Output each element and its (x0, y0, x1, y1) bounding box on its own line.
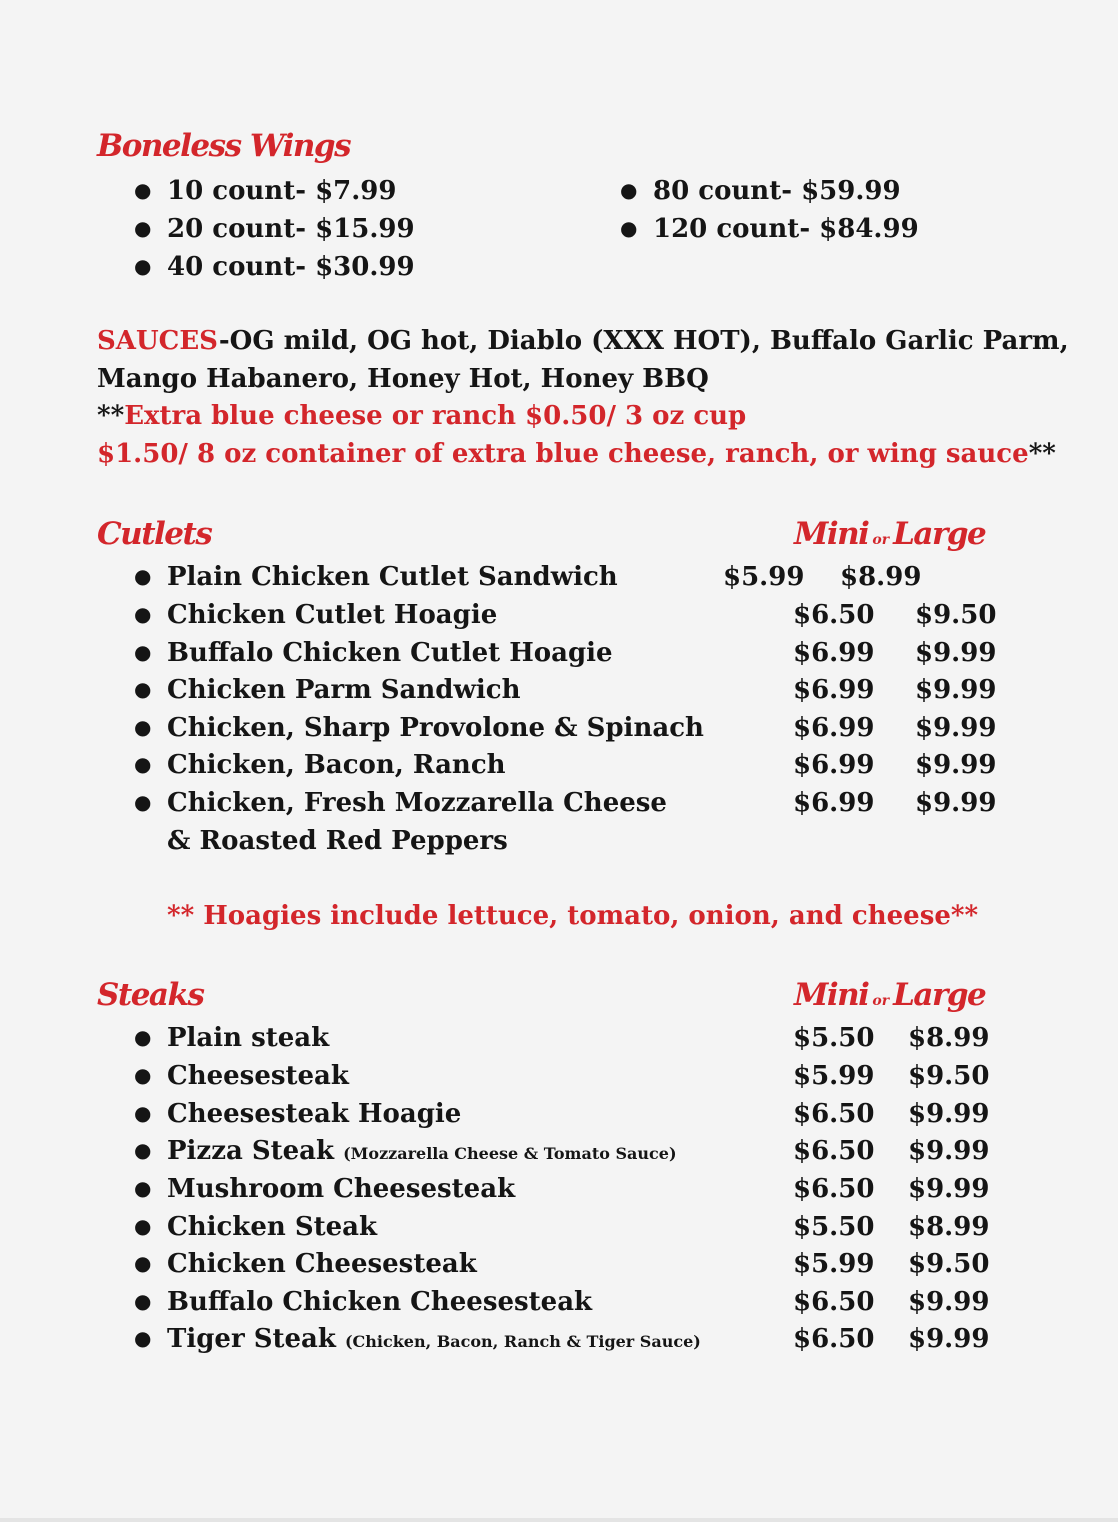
steaks-size-header (794, 977, 985, 1013)
sauces-line-2: Mango Habanero, Honey Hot, Honey BBQ (97, 364, 709, 394)
mini-label: Mini (794, 977, 869, 1013)
steak-name: Chicken Cheesesteak (167, 1249, 477, 1279)
cutlet-name: Chicken, Bacon, Ranch (167, 750, 506, 780)
steak-item (134, 1136, 677, 1174)
cutlet-item (134, 562, 618, 600)
steak-price-large: $8.99 (908, 1023, 990, 1053)
cutlet-price-large: $9.99 (915, 750, 997, 780)
steak-name: Buffalo Chicken Cheesesteak (167, 1287, 593, 1317)
boneless-item (620, 214, 919, 252)
bullet-icon: ● (134, 715, 152, 739)
container-text: $1.50/ 8 oz container of extra blue cheese, ranch, or wing sauce (97, 439, 1029, 469)
boneless-item-label: 10 count- $7.99 (167, 176, 397, 206)
cutlet-item (134, 675, 520, 713)
cutlets-heading: Cutlets (97, 516, 212, 552)
or-label: or (872, 532, 890, 548)
steak-item (134, 1061, 349, 1099)
hoagie-note: ** Hoagies include lettuce, tomato, onion, and cheese** (167, 901, 979, 931)
steak-price-mini: $5.99 (793, 1249, 875, 1279)
steak-price-large: $9.50 (908, 1249, 990, 1279)
bullet-icon: ● (134, 677, 152, 701)
bullet-icon: ● (134, 1251, 152, 1275)
bullet-icon: ● (134, 178, 152, 202)
mini-label: Mini (794, 516, 869, 552)
boneless-wings-heading: Boneless Wings (97, 128, 351, 164)
steak-price-mini: $5.99 (793, 1061, 875, 1091)
container-line (97, 439, 1056, 469)
cutlet-price-mini: $6.99 (793, 638, 875, 668)
sauces-line-1 (97, 326, 1069, 356)
steak-item (134, 1174, 515, 1212)
steak-price-large: $9.99 (908, 1324, 990, 1354)
boneless-item (134, 214, 415, 252)
steak-price-large: $9.99 (908, 1287, 990, 1317)
cutlet-name: Chicken, Fresh Mozzarella Cheese (167, 788, 667, 818)
cutlet-price-large: $9.99 (915, 638, 997, 668)
large-label: Large (893, 977, 986, 1013)
cutlet-price-mini: $6.99 (793, 713, 875, 743)
bullet-icon: ● (134, 254, 152, 278)
cutlet-name: Plain Chicken Cutlet Sandwich (167, 562, 618, 592)
container-suffix: ** (1028, 439, 1056, 469)
bullet-icon: ● (134, 1214, 152, 1238)
cutlet-price-large: $9.99 (915, 713, 997, 743)
boneless-item (134, 252, 415, 290)
boneless-item-label: 40 count- $30.99 (167, 252, 415, 282)
bullet-icon: ● (134, 640, 152, 664)
bullet-icon: ● (134, 1063, 152, 1087)
bottom-edge-divider (0, 1518, 1118, 1522)
extra-sauce-text: Extra blue cheese or ranch $0.50/ 3 oz cup (124, 401, 747, 431)
cutlet-price-mini: $5.99 (723, 562, 805, 592)
cutlets-size-header (794, 516, 985, 552)
cutlet-price-large: $8.99 (840, 562, 922, 592)
bullet-icon: ● (134, 790, 152, 814)
bullet-icon: ● (134, 1326, 152, 1350)
boneless-item (620, 176, 901, 214)
bullet-icon: ● (134, 1289, 152, 1313)
steak-name: Tiger Steak (167, 1324, 336, 1354)
cutlet-name: Chicken Parm Sandwich (167, 675, 521, 705)
cutlet-item (134, 713, 704, 751)
cutlet-name-continued: & Roasted Red Peppers (167, 826, 508, 856)
boneless-item (134, 176, 396, 214)
steak-price-large: $9.99 (908, 1174, 990, 1204)
bullet-icon: ● (134, 1025, 152, 1049)
cutlet-name: Chicken Cutlet Hoagie (167, 600, 498, 630)
steak-price-large: $9.99 (908, 1136, 990, 1166)
steak-name: Mushroom Cheesesteak (167, 1174, 516, 1204)
boneless-item-label: 80 count- $59.99 (653, 176, 901, 206)
sauces-list-1: -OG mild, OG hot, Diablo (XXX HOT), Buffalo Garlic Parm, (218, 326, 1069, 356)
large-label: Large (893, 516, 986, 552)
steak-item (134, 1212, 377, 1250)
steak-price-large: $9.99 (908, 1099, 990, 1129)
extra-prefix: ** (97, 401, 125, 431)
steak-name: Plain steak (167, 1023, 330, 1053)
cutlet-price-large: $9.99 (915, 788, 997, 818)
cutlet-name: Buffalo Chicken Cutlet Hoagie (167, 638, 613, 668)
steak-name: Pizza Steak (167, 1136, 335, 1166)
steak-price-mini: $5.50 (793, 1212, 875, 1242)
steak-price-large: $8.99 (908, 1212, 990, 1242)
bullet-icon: ● (134, 216, 152, 240)
or-label: or (872, 993, 890, 1009)
cutlet-item (134, 750, 506, 788)
extra-sauce-line (97, 401, 746, 431)
steak-item (134, 1287, 592, 1325)
bullet-icon: ● (134, 1138, 152, 1162)
steaks-heading: Steaks (97, 977, 204, 1013)
bullet-icon: ● (134, 752, 152, 776)
steak-name: Chicken Steak (167, 1212, 378, 1242)
steak-item (134, 1249, 477, 1287)
steak-price-mini: $6.50 (793, 1136, 875, 1166)
bullet-icon: ● (620, 216, 638, 240)
cutlet-price-mini: $6.99 (793, 788, 875, 818)
steak-item (134, 1099, 461, 1137)
sauces-label: SAUCES (97, 326, 219, 356)
steak-item (134, 1324, 701, 1362)
steak-price-mini: $6.50 (793, 1287, 875, 1317)
steak-price-mini: $6.50 (793, 1324, 875, 1354)
boneless-item-label: 120 count- $84.99 (653, 214, 919, 244)
bullet-icon: ● (134, 1101, 152, 1125)
cutlet-item (134, 638, 613, 676)
cutlet-price-mini: $6.99 (793, 675, 875, 705)
boneless-item-label: 20 count- $15.99 (167, 214, 415, 244)
steak-name: Cheesesteak (167, 1061, 349, 1091)
cutlet-item (134, 600, 497, 638)
cutlet-price-mini: $6.99 (793, 750, 875, 780)
steak-price-mini: $5.50 (793, 1023, 875, 1053)
cutlet-name: Chicken, Sharp Provolone & Spinach (167, 713, 704, 743)
cutlet-price-mini: $6.50 (793, 600, 875, 630)
cutlet-item (134, 788, 667, 826)
steak-price-large: $9.50 (908, 1061, 990, 1091)
steak-price-mini: $6.50 (793, 1099, 875, 1129)
steak-detail: (Chicken, Bacon, Ranch & Tiger Sauce) (344, 1332, 701, 1351)
steak-detail: (Mozzarella Cheese & Tomato Sauce) (343, 1144, 677, 1163)
cutlet-price-large: $9.50 (915, 600, 997, 630)
bullet-icon: ● (620, 178, 638, 202)
cutlet-price-large: $9.99 (915, 675, 997, 705)
steak-name: Cheesesteak Hoagie (167, 1099, 462, 1129)
steak-item (134, 1023, 329, 1061)
bullet-icon: ● (134, 564, 152, 588)
steak-price-mini: $6.50 (793, 1174, 875, 1204)
bullet-icon: ● (134, 1176, 152, 1200)
bullet-icon: ● (134, 602, 152, 626)
